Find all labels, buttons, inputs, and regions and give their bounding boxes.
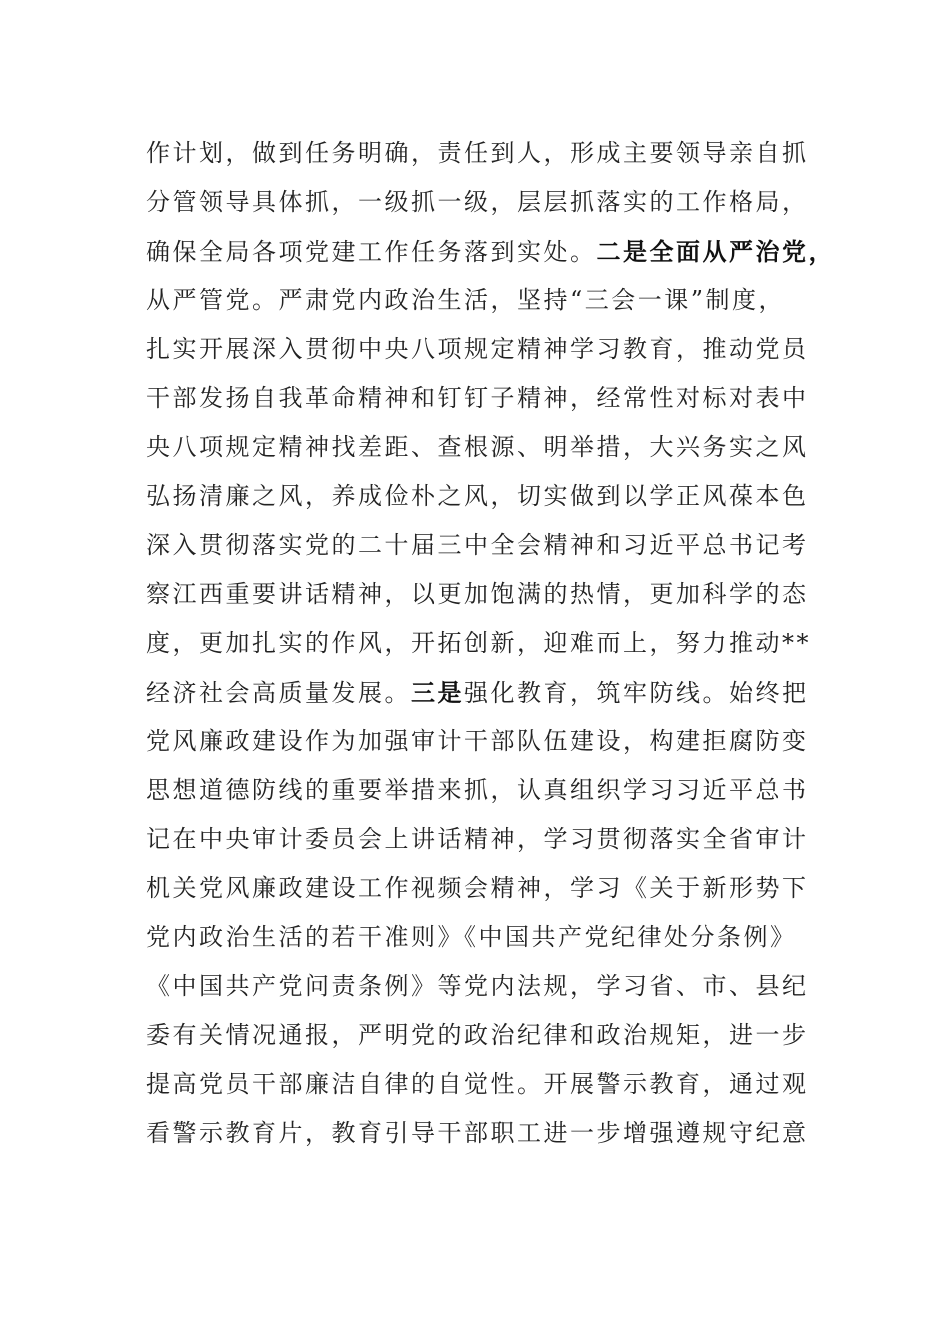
text-line [146,423,810,472]
text-line [146,472,810,521]
text-line [146,619,810,668]
text-segment: 深入贯彻落实党的二十届三中全会精神和习近平总书记考 [146,531,809,559]
text-segment: 弘扬清廉之风，养成俭朴之风，切实做到以学正风葆本色 [146,482,809,510]
text-line [146,1011,810,1060]
text-line [146,325,810,374]
text-segment: 确保全局各项党建工作任务落到实处。 [146,238,597,266]
text-segment: 干部发扬自我革命精神和钉钉子精神，经常性对标对表中 [146,384,809,412]
text-segment: 思想道德防线的重要举措来抓，认真组织学习习近平总书 [146,776,809,804]
bold-text-segment: 二是全面从严治党， [596,237,835,266]
text-line [146,766,810,815]
text-segment: 经济社会高质量发展。 [146,679,411,707]
text-segment: 《中国共产党问责条例》等党内法规，学习省、市、县纪 [146,972,809,1000]
text-segment: 强化教育，筑牢防线。始终把 [464,679,809,707]
text-segment: 分管领导具体抓，一级抓一级，层层抓落实的工作格局， [146,188,809,216]
text-segment: 察江西重要讲话精神，以更加饱满的热情，更加科学的态 [146,580,809,608]
text-line [146,913,810,962]
text-segment: 记在中央审计委员会上讲话精神，学习贯彻落实全省审计 [146,825,809,853]
text-segment: 从严管党。严肃党内政治生活，坚持“三会一课”制度， [146,286,786,314]
text-segment: 委有关情况通报，严明党的政治纪律和政治规矩，进一步 [146,1021,809,1049]
text-line [146,521,810,570]
text-line [146,1060,810,1109]
text-segment: 央八项规定精神找差距、查根源、明举措，大兴务实之风 [146,433,809,461]
text-line [146,178,810,227]
text-line [146,962,810,1011]
text-segment: 党风廉政建设作为加强审计干部队伍建设，构建拒腐防变 [146,727,809,755]
text-segment: 作计划，做到任务明确，责任到人，形成主要领导亲自抓 [146,139,809,167]
text-line [146,129,810,178]
text-line [146,570,810,619]
text-line [146,1109,810,1158]
text-segment: 看警示教育片，教育引导干部职工进一步增强遵规守纪意 [146,1119,809,1147]
text-line [146,717,810,766]
text-line [146,864,810,913]
text-line [146,668,810,717]
text-segment: 机关党风廉政建设工作视频会精神，学习《关于新形势下 [146,874,809,902]
text-line [146,815,810,864]
body-text [146,129,835,1158]
text-segment: 党内政治生活的若干准则》《中国共产党纪律处分条例》 [146,923,797,951]
bold-text-segment: 三是 [411,678,464,707]
text-line [146,374,810,423]
text-segment: 提高党员干部廉洁自律的自觉性。开展警示教育，通过观 [146,1070,809,1098]
text-segment: 度，更加扎实的作风，开拓创新，迎难而上，努力推动** [146,629,811,657]
text-line [146,276,810,325]
text-segment: 扎实开展深入贯彻中央八项规定精神学习教育，推动党员 [146,335,809,363]
text-line [146,227,835,276]
